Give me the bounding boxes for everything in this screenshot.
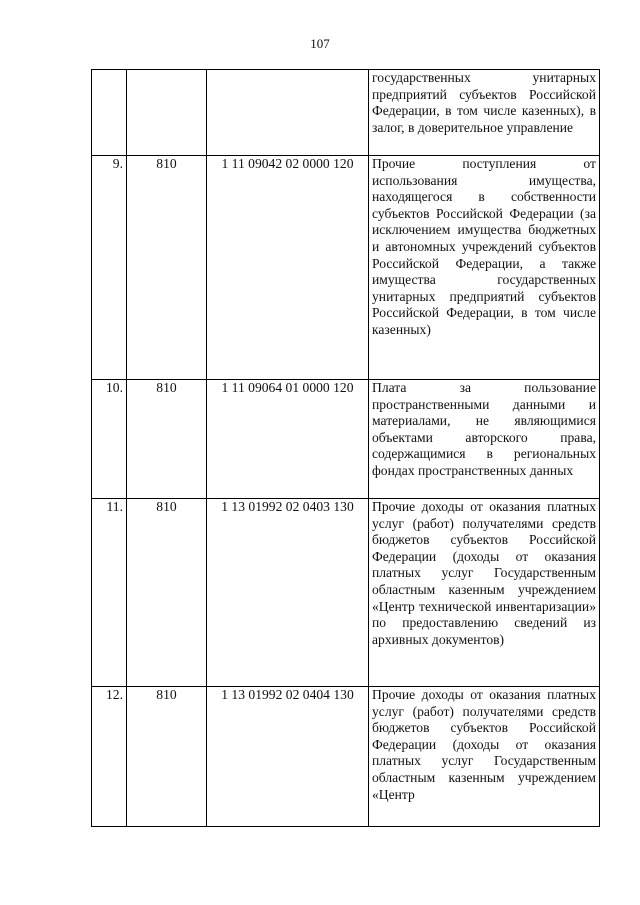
table-row (92, 70, 600, 156)
budget-classification-code-cell: 1 11 09064 01 0000 120 (207, 380, 369, 499)
administrator-code-cell (127, 70, 207, 156)
administrator-code-cell: 810 (127, 499, 207, 687)
page-number: 107 (310, 36, 330, 51)
administrator-code-cell: 810 (127, 687, 207, 827)
row-number-cell: 10. (92, 380, 127, 499)
table-row (92, 156, 600, 380)
revenue-description-cell: Прочие поступления от использования имущества, находящегося в собственности субъектов Российской Федерации (за исключением имущества бюджетных и автономных учреждений субъектов Российской Федерации, а также имущества государственных унитарных предприятий субъектов Российской Федерации, в том числе казенных) (369, 156, 600, 380)
budget-classification-code-cell: 1 13 01992 02 0404 130 (207, 687, 369, 827)
row-number-cell: 9. (92, 156, 127, 380)
revenue-description-cell: Прочие доходы от оказания платных услуг (работ) получателями средств бюджетов субъектов Российской Федерации (доходы от оказания платных услуг Государственным областным казенным учреждением «Центр технической инвентаризации» по предоставлению сведений из архивных документов) (369, 499, 600, 687)
revenue-description-cell: государственных унитарных предприятий субъектов Российской Федерации, в том числе казенных), в залог, в доверительное управление (369, 70, 600, 156)
row-number-cell (92, 70, 127, 156)
budget-classification-code-cell: 1 11 09042 02 0000 120 (207, 156, 369, 380)
revenue-description-cell: Плата за пользование пространственными данными и материалами, не являющимися объектами авторского права, содержащимися в региональных фондах пространственных данных (369, 380, 600, 499)
table-row (92, 380, 600, 499)
row-number-cell: 11. (92, 499, 127, 687)
table-row (92, 499, 600, 687)
row-number-cell: 12. (92, 687, 127, 827)
table-row (92, 687, 600, 827)
administrator-code-cell: 810 (127, 380, 207, 499)
administrator-code-cell: 810 (127, 156, 207, 380)
revenue-description-cell: Прочие доходы от оказания платных услуг (работ) получателями средств бюджетов субъектов Российской Федерации (доходы от оказания платных услуг Государственным областным казенным учреждением «Центр (369, 687, 600, 827)
budget-classification-code-cell (207, 70, 369, 156)
revenue-codes-table (91, 69, 600, 827)
budget-classification-code-cell: 1 13 01992 02 0403 130 (207, 499, 369, 687)
